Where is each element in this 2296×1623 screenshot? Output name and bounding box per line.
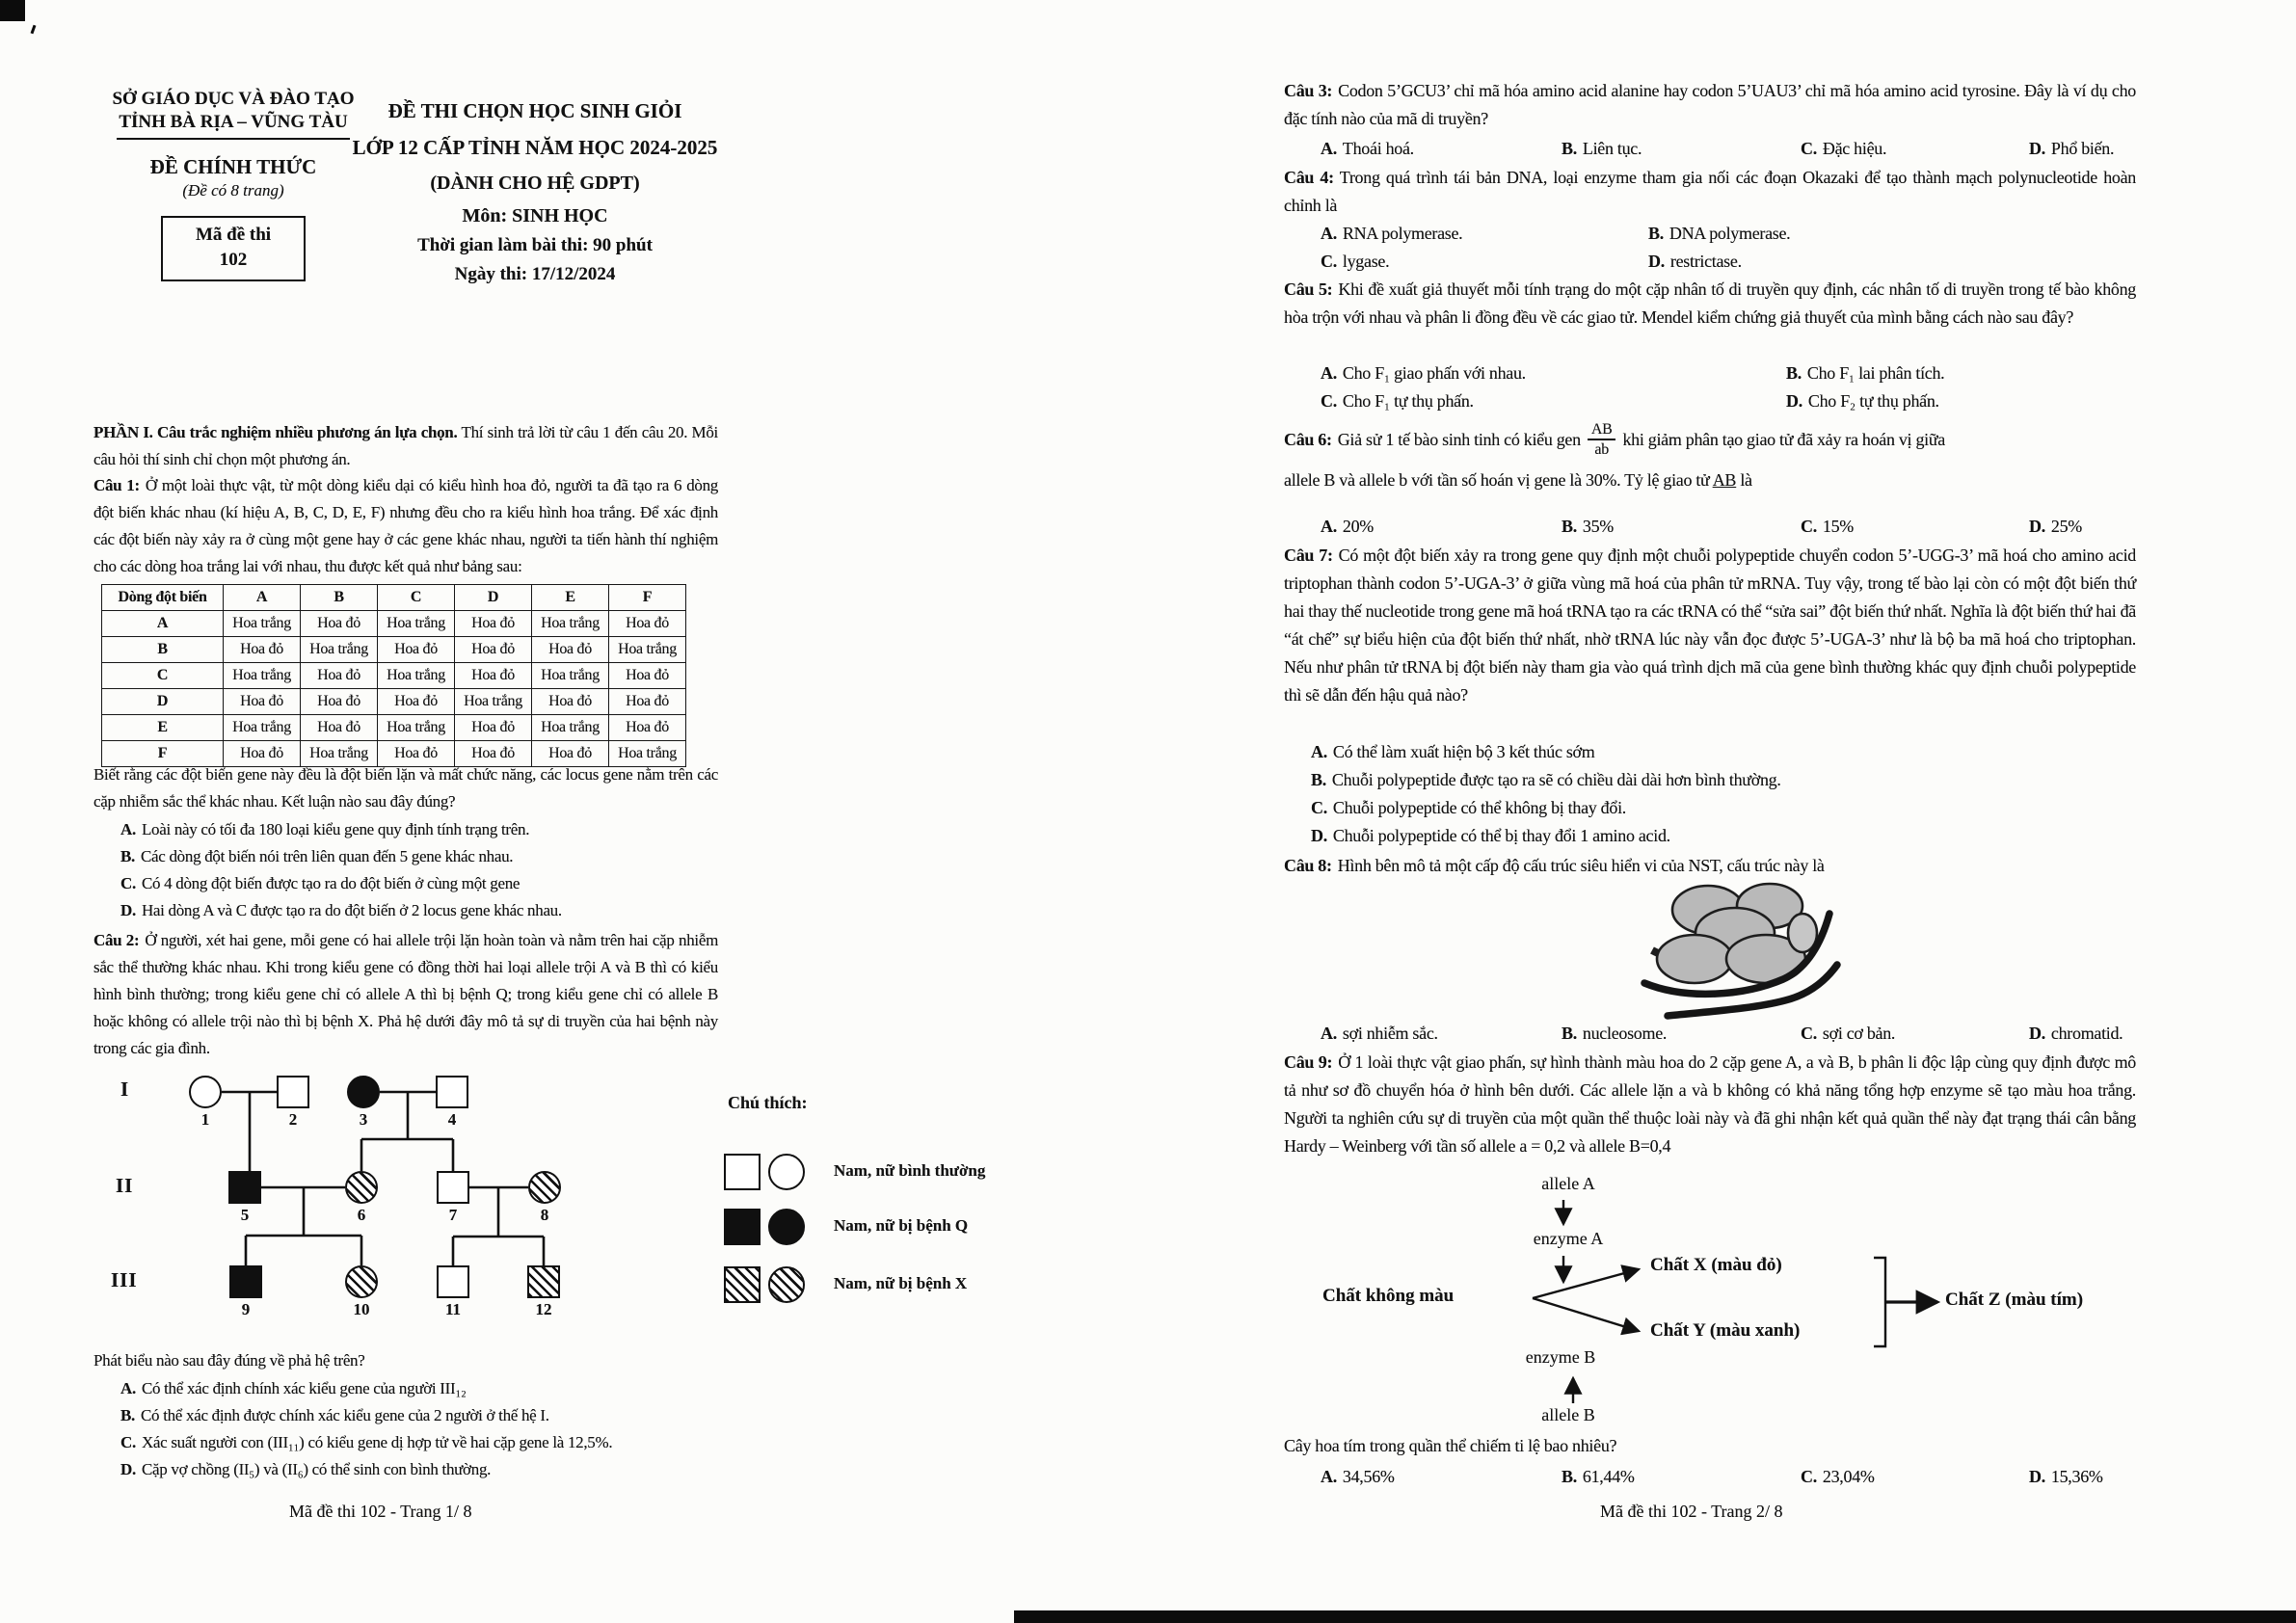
cell: Hoa đỏ bbox=[224, 689, 301, 715]
q4-options-row2 bbox=[1284, 248, 2173, 276]
q1-note bbox=[93, 761, 718, 815]
row-header: A bbox=[102, 611, 224, 637]
col-header: A bbox=[224, 585, 301, 611]
individual-number: 12 bbox=[535, 1300, 552, 1318]
option-d bbox=[2029, 1020, 2136, 1048]
option-letter: D. bbox=[1786, 391, 1802, 411]
cell: Hoa đỏ bbox=[455, 715, 532, 741]
q1-cross-table bbox=[101, 584, 686, 767]
cell: Hoa trắng bbox=[532, 715, 609, 741]
q7-options bbox=[1311, 738, 2163, 850]
option-text: Phổ biến. bbox=[2050, 139, 2115, 158]
option-letter: C. bbox=[1801, 139, 1817, 158]
option-letter: B. bbox=[1786, 363, 1802, 383]
pedigree-male-diseaseX bbox=[527, 1265, 560, 1298]
cell: Hoa đỏ bbox=[378, 689, 455, 715]
q6-line2-underlined: AB bbox=[1712, 470, 1737, 490]
q5-options-row2 bbox=[1284, 387, 2173, 415]
q6-label: Câu 6: bbox=[1284, 429, 1332, 449]
option-letter: C. bbox=[120, 1433, 136, 1451]
q6-text-post: khi giảm phân tạo giao tử đã xảy ra hoán vị giữa bbox=[1622, 429, 1945, 449]
option-d bbox=[120, 897, 745, 924]
option-text: Có thể xác định được chính xác kiểu gene của 2 người ở thế hệ I. bbox=[141, 1406, 549, 1424]
nucleosome-illustration bbox=[1639, 869, 1841, 1022]
individual-number: 7 bbox=[448, 1206, 458, 1224]
individual-number: 1 bbox=[200, 1110, 210, 1129]
exam-pages-note: (Đề có 8 trang) bbox=[182, 181, 284, 200]
generation-label-2: II bbox=[116, 1174, 134, 1197]
q9-options-row bbox=[1284, 1463, 2136, 1491]
legend-diseaseX-label: Nam, nữ bị bệnh X bbox=[834, 1274, 968, 1292]
option-letter: C. bbox=[1801, 517, 1817, 536]
part1-heading-bold: PHẦN I. Câu trắc nghiệm nhiều phương án lựa chọn. bbox=[93, 423, 458, 441]
allele-b-label: allele B bbox=[1541, 1405, 1595, 1424]
enzyme-a-label: enzyme A bbox=[1533, 1229, 1604, 1248]
option-c bbox=[1801, 1463, 2029, 1491]
option-a bbox=[1321, 220, 1648, 248]
option-d bbox=[1648, 248, 1742, 276]
table-row bbox=[102, 689, 686, 715]
option-letter: D. bbox=[2029, 139, 2045, 158]
cell: Hoa trắng bbox=[224, 611, 301, 637]
q9-paragraph bbox=[1284, 1049, 2136, 1160]
legend-normal-label: Nam, nữ bình thường bbox=[834, 1161, 986, 1180]
cell: Hoa trắng bbox=[224, 715, 301, 741]
substance-z-label: Chất Z (màu tím) bbox=[1945, 1290, 2084, 1310]
exam-title-line2: LỚP 12 CẤP TỈNH NĂM HỌC 2024-2025 bbox=[352, 136, 718, 159]
pedigree-female-normal bbox=[189, 1076, 222, 1108]
q8-options-row bbox=[1284, 1020, 2136, 1048]
q4-paragraph bbox=[1284, 164, 2136, 220]
q7-paragraph bbox=[1284, 542, 2136, 709]
q2-options bbox=[120, 1375, 745, 1483]
option-text: Có thể xác định chính xác kiểu gene của người III₁₂ bbox=[141, 1379, 467, 1397]
exam-title-line3: (DÀNH CHO HỆ GDPT) bbox=[430, 173, 640, 194]
q1-paragraph bbox=[93, 472, 718, 580]
option-b bbox=[120, 843, 745, 870]
q6-line1 bbox=[1284, 414, 2136, 465]
col-header: E bbox=[532, 585, 609, 611]
option-text: Cho F₁ lai phân tích. bbox=[1806, 363, 1945, 383]
exam-code-value: 102 bbox=[219, 250, 248, 270]
option-text: 25% bbox=[2050, 517, 2083, 536]
cell: Hoa đỏ bbox=[609, 689, 686, 715]
option-text: Hai dòng A và C được tạo ra do đột biến ở 2 locus gene khác nhau. bbox=[141, 901, 562, 919]
q8-text: Hình bên mô tả một cấp độ cấu trúc siêu hiển vi của NST, cấu trúc này là bbox=[1337, 856, 1825, 875]
issuer-line2: TỈNH BÀ RỊA – VŨNG TÀU bbox=[117, 112, 349, 140]
col-header: D bbox=[455, 585, 532, 611]
option-text: DNA polymerase. bbox=[1669, 224, 1791, 243]
option-text: Thoái hoá. bbox=[1342, 139, 1414, 158]
option-b bbox=[1562, 1463, 1801, 1491]
option-text: Chuỗi polypeptide có thể bị thay đổi 1 amino acid. bbox=[1332, 826, 1670, 845]
q2-question-text: Phát biểu nào sau đây đúng về phả hệ trên? bbox=[93, 1351, 365, 1370]
q5-paragraph bbox=[1284, 276, 2136, 332]
option-letter: B. bbox=[1311, 770, 1326, 789]
option-d bbox=[1786, 387, 1939, 415]
option-letter: B. bbox=[1562, 139, 1577, 158]
cell: Hoa trắng bbox=[532, 663, 609, 689]
cell: Hoa đỏ bbox=[609, 663, 686, 689]
pedigree-male-diseaseQ bbox=[228, 1171, 261, 1204]
cell: Hoa trắng bbox=[532, 611, 609, 637]
option-text: Chuỗi polypeptide được tạo ra sẽ có chiều dài dài hơn bình thường. bbox=[1331, 770, 1781, 789]
cell: Hoa đỏ bbox=[301, 715, 378, 741]
option-letter: D. bbox=[2029, 517, 2045, 536]
option-c bbox=[1801, 135, 2029, 163]
option-letter: B. bbox=[1562, 1467, 1577, 1486]
option-text: Xác suất người con (III₁₁) có kiểu gene dị hợp tử về hai cặp gene là 12,5%. bbox=[141, 1433, 613, 1451]
legend-female-normal-icon bbox=[768, 1154, 805, 1190]
table-row bbox=[102, 715, 686, 741]
cell: Hoa đỏ bbox=[532, 637, 609, 663]
option-letter: A. bbox=[1311, 742, 1327, 761]
pedigree-male-normal bbox=[437, 1171, 469, 1204]
fraction-numerator: AB bbox=[1588, 421, 1616, 440]
cell: Hoa trắng bbox=[301, 741, 378, 767]
option-letter: B. bbox=[1562, 517, 1577, 536]
option-d bbox=[2029, 1463, 2136, 1491]
flower-color-pathway-diagram bbox=[1284, 1174, 2151, 1430]
fraction-denominator: ab bbox=[1594, 441, 1609, 458]
option-letter: C. bbox=[1801, 1024, 1817, 1043]
cell: Hoa trắng bbox=[301, 637, 378, 663]
option-text: Loài này có tối đa 180 loại kiểu gene quy định tính trạng trên. bbox=[141, 820, 530, 838]
row-header: B bbox=[102, 637, 224, 663]
q3-paragraph bbox=[1284, 77, 2136, 133]
cell: Hoa trắng bbox=[378, 715, 455, 741]
issuer-line1: SỞ GIÁO DỤC VÀ ĐÀO TẠO bbox=[112, 89, 355, 109]
q6-line2-post: là bbox=[1736, 470, 1752, 490]
option-text: 61,44% bbox=[1582, 1467, 1635, 1486]
cell: Hoa trắng bbox=[609, 637, 686, 663]
option-letter: B. bbox=[120, 847, 135, 865]
cell: Hoa đỏ bbox=[301, 663, 378, 689]
option-a bbox=[1321, 359, 1786, 387]
exam-date: Ngày thi: 17/12/2024 bbox=[454, 264, 616, 284]
pedigree-chart bbox=[92, 1070, 1065, 1349]
option-a bbox=[120, 1375, 745, 1402]
legend-diseaseQ-label: Nam, nữ bị bệnh Q bbox=[834, 1216, 969, 1235]
option-a bbox=[120, 816, 745, 843]
option-text: sợi nhiễm sắc. bbox=[1342, 1024, 1438, 1043]
q3-label: Câu 3: bbox=[1284, 81, 1333, 100]
q4-options-row1 bbox=[1284, 220, 2173, 248]
option-text: 20% bbox=[1342, 517, 1375, 536]
individual-number: 9 bbox=[241, 1300, 251, 1318]
option-text: nucleosome. bbox=[1582, 1024, 1668, 1043]
q2-question bbox=[93, 1347, 718, 1374]
cell: Hoa đỏ bbox=[301, 689, 378, 715]
option-letter: A. bbox=[120, 1379, 136, 1397]
option-text: lygase. bbox=[1342, 252, 1390, 271]
legend-male-normal-icon bbox=[724, 1154, 761, 1190]
option-letter: C. bbox=[1321, 252, 1337, 271]
pedigree-female-diseaseX bbox=[528, 1171, 561, 1204]
cell: Hoa đỏ bbox=[532, 741, 609, 767]
option-text: 23,04% bbox=[1822, 1467, 1875, 1486]
option-letter: D. bbox=[2029, 1467, 2045, 1486]
option-letter: D. bbox=[2029, 1024, 2045, 1043]
option-b bbox=[1562, 513, 1801, 541]
cell: Hoa đỏ bbox=[378, 637, 455, 663]
individual-number: 4 bbox=[447, 1110, 457, 1129]
individual-number: 8 bbox=[540, 1206, 549, 1224]
q4-label: Câu 4: bbox=[1284, 168, 1334, 187]
cell: Hoa đỏ bbox=[224, 741, 301, 767]
cell: Hoa đỏ bbox=[455, 741, 532, 767]
option-text: chromatid. bbox=[2050, 1024, 2123, 1043]
option-text: Các dòng đột biến nói trên liên quan đến 5 gene khác nhau. bbox=[141, 847, 514, 865]
legend-female-diseaseQ-icon bbox=[768, 1209, 805, 1245]
substance-x-label: Chất X (màu đỏ) bbox=[1650, 1255, 1782, 1275]
option-text: Có thể làm xuất hiện bộ 3 kết thúc sớm bbox=[1332, 742, 1595, 761]
option-text: Liên tục. bbox=[1582, 139, 1642, 158]
q6-line2-pre: allele B và allele b với tần số hoán vị gene là 30%. Tỷ lệ giao tử bbox=[1284, 470, 1713, 490]
cell: Hoa đỏ bbox=[609, 715, 686, 741]
option-letter: A. bbox=[120, 820, 136, 838]
option-d bbox=[1311, 822, 2163, 850]
allele-a-label: allele A bbox=[1541, 1174, 1595, 1193]
q9-text: Ở 1 loài thực vật giao phấn, sự hình thành màu hoa do 2 cặp gene A, a và B, b phân li độc lập cùng quy định được mô tả như sơ đồ chuyển hóa ở hình bên dưới. Các allele lặn a và b không có khả năng tổng hợp enzyme sẽ tạo màu hoa trắng. Người ta nghiên cứu sự di truyền của một quần thể thuộc loài này và đã ghi nhận kết quả quần thể này đạt trạng thái cân bằng Hardy – Weinberg với tần số allele a = 0,2 và allele B=0,4 bbox=[1284, 1052, 2136, 1156]
option-b bbox=[1648, 220, 1790, 248]
option-text: 34,56% bbox=[1342, 1467, 1395, 1486]
col-header: Dòng đột biến bbox=[102, 585, 224, 611]
option-text: 15,36% bbox=[2050, 1467, 2103, 1486]
individual-number: 3 bbox=[359, 1110, 368, 1129]
cell: Hoa đỏ bbox=[455, 611, 532, 637]
cell: Hoa đỏ bbox=[532, 689, 609, 715]
option-letter: A. bbox=[1321, 517, 1337, 536]
pedigree-male-normal bbox=[437, 1265, 469, 1298]
legend-male-diseaseX-icon bbox=[724, 1266, 761, 1303]
option-text: restrictase. bbox=[1669, 252, 1742, 271]
q5-label: Câu 5: bbox=[1284, 279, 1333, 299]
exam-status: ĐỀ CHÍNH THỨC bbox=[149, 155, 317, 178]
row-header: F bbox=[102, 741, 224, 767]
option-b bbox=[1786, 359, 1944, 387]
option-letter: D. bbox=[120, 1460, 136, 1478]
q2-text: Ở người, xét hai gene, mỗi gene có hai allele trội lặn hoàn toàn và nằm trên hai cặp nhiễm sắc thể thường khác nhau. Khi trong kiểu gene có đồng thời hai loại allele trội A và B thì có kiểu hình bình thường; trong kiểu gene chỉ có allele A thì bị bệnh Q; trong kiểu gene chỉ có allele B hoặc không có allele trội nào thì bị bệnh X. Phả hệ dưới đây mô tả sự di truyền của hai bệnh này trong các gia đình. bbox=[93, 931, 718, 1057]
option-b bbox=[1562, 1020, 1801, 1048]
q2-label: Câu 2: bbox=[93, 931, 140, 949]
colorless-substrate-label: Chất không màu bbox=[1322, 1286, 1455, 1306]
option-letter: B. bbox=[1648, 224, 1664, 243]
individual-number: 2 bbox=[288, 1110, 298, 1129]
option-letter: A. bbox=[1321, 224, 1337, 243]
option-c bbox=[120, 1429, 745, 1456]
option-text: Cho F₁ tự thụ phấn. bbox=[1342, 391, 1474, 411]
option-letter: A. bbox=[1321, 1467, 1337, 1486]
option-c bbox=[1311, 794, 2163, 822]
legend-female-diseaseX-icon bbox=[768, 1266, 805, 1303]
option-letter: C. bbox=[1321, 391, 1337, 411]
option-a bbox=[1321, 513, 1562, 541]
q7-label: Câu 7: bbox=[1284, 545, 1333, 565]
option-a bbox=[1321, 135, 1562, 163]
option-c bbox=[120, 870, 745, 897]
option-text: Cho F₂ tự thụ phấn. bbox=[1807, 391, 1939, 411]
q5-options-row1 bbox=[1284, 359, 2173, 387]
option-text: sợi cơ bản. bbox=[1822, 1024, 1896, 1043]
scan-corner-artifact bbox=[0, 0, 25, 21]
option-text: Có 4 dòng đột biến được tạo ra do đột biến ở cùng một gene bbox=[141, 874, 521, 892]
col-header: C bbox=[378, 585, 455, 611]
option-letter: C. bbox=[1801, 1467, 1817, 1486]
genotype-fraction bbox=[1588, 421, 1616, 459]
q8-label: Câu 8: bbox=[1284, 856, 1332, 875]
cell: Hoa đỏ bbox=[455, 663, 532, 689]
pedigree-male-normal bbox=[436, 1076, 468, 1108]
q7-text: Có một đột biến xảy ra trong gene quy định một chuỗi polypeptide chuyển codon 5’-UGG-3’ mã hoá cho amino acid triptophan thành codon 5’-UGA-3’ ở giữa vùng mã hoá của phân tử mRNA. Tuy vậy, trong tế bào lại còn có một đột biến thứ hai thay thế nucleotide trong gene mã hoá tRNA tạo ra các tRNA có thể “sửa sai” đột biến thứ nhất. Nghĩa là đột biến thứ hai đã “át chế” sự biểu hiện của đột biến thứ nhất, nhờ tRNA lúc này vẫn đọc được 5’-UGA-3’ như là bộ ba mã hoá cho triptophan. Nếu như phân tử tRNA bị đột biến này tham gia vào quá trình dịch mã của gene bình thường khác quy định chuỗi polypeptide thì sẽ dẫn đến hậu quả nào? bbox=[1284, 545, 2136, 705]
row-header: E bbox=[102, 715, 224, 741]
cell: Hoa đỏ bbox=[224, 637, 301, 663]
exam-code-box bbox=[161, 216, 306, 281]
q9-question bbox=[1284, 1432, 2136, 1460]
substance-y-label: Chất Y (màu xanh) bbox=[1650, 1320, 1801, 1341]
scan-bottom-bar-artifact bbox=[1014, 1610, 2296, 1623]
row-header: D bbox=[102, 689, 224, 715]
row-header: C bbox=[102, 663, 224, 689]
q1-label: Câu 1: bbox=[93, 476, 140, 494]
option-letter: C. bbox=[120, 874, 136, 892]
exam-duration: Thời gian làm bài thi: 90 phút bbox=[417, 235, 653, 255]
exam-subject: Môn: SINH HỌC bbox=[462, 205, 608, 226]
option-d bbox=[2029, 135, 2136, 163]
option-text: Cặp vợ chồng (II₅) và (II₆) có thể sinh con bình thường. bbox=[141, 1460, 492, 1478]
option-a bbox=[1311, 738, 2163, 766]
part1-heading bbox=[93, 419, 718, 473]
option-d bbox=[120, 1456, 745, 1483]
cell: Hoa trắng bbox=[378, 611, 455, 637]
cell: Hoa trắng bbox=[378, 663, 455, 689]
individual-number: 11 bbox=[444, 1300, 462, 1318]
page1-footer: Mã đề thi 102 - Trang 1/ 8 bbox=[289, 1502, 472, 1521]
q6-text-pre: Giả sử 1 tế bào sinh tinh có kiểu gen bbox=[1337, 429, 1581, 449]
q3-text: Codon 5’GCU3’ chỉ mã hóa amino acid alanine hay codon 5’UAU3’ chỉ mã hóa amino acid tyrosine. Đây là ví dụ cho đặc tính nào của mã di truyền? bbox=[1284, 81, 2136, 128]
cell: Hoa trắng bbox=[224, 663, 301, 689]
q4-text: Trong quá trình tái bản DNA, loại enzyme tham gia nối các đoạn Okazaki để tạo thành mạch polynucleotide hoàn chỉnh là bbox=[1284, 168, 2136, 215]
option-c bbox=[1801, 513, 2029, 541]
q9-label: Câu 9: bbox=[1284, 1052, 1333, 1072]
scan-speck-artifact bbox=[31, 25, 37, 34]
generation-label-1: I bbox=[120, 1078, 130, 1101]
option-c bbox=[1321, 248, 1648, 276]
option-letter: A. bbox=[1321, 139, 1337, 158]
cell: Hoa trắng bbox=[609, 741, 686, 767]
option-b bbox=[120, 1402, 745, 1429]
option-c bbox=[1801, 1020, 2029, 1048]
page1-title-block bbox=[342, 99, 728, 285]
pedigree-female-diseaseX bbox=[345, 1265, 378, 1298]
option-text: 15% bbox=[1822, 517, 1855, 536]
pedigree-male-normal bbox=[277, 1076, 309, 1108]
option-a bbox=[1321, 1463, 1562, 1491]
table-header-row bbox=[102, 585, 686, 611]
option-b bbox=[1562, 135, 1801, 163]
option-a bbox=[1321, 1020, 1562, 1048]
option-text: 35% bbox=[1582, 517, 1615, 536]
option-letter: B. bbox=[120, 1406, 135, 1424]
option-letter: C. bbox=[1311, 798, 1327, 817]
exam-title-line1: ĐỀ THI CHỌN HỌC SINH GIỎI bbox=[387, 99, 682, 122]
legend-male-diseaseQ-icon bbox=[724, 1209, 761, 1245]
cell: Hoa đỏ bbox=[455, 637, 532, 663]
cell: Hoa đỏ bbox=[301, 611, 378, 637]
option-text: Đặc hiệu. bbox=[1822, 139, 1887, 158]
col-header: B bbox=[301, 585, 378, 611]
option-letter: D. bbox=[1311, 826, 1327, 845]
page1-issuer-block bbox=[89, 89, 378, 281]
q6-options-row bbox=[1284, 513, 2136, 541]
option-letter: A. bbox=[1321, 363, 1337, 383]
pedigree-male-diseaseQ bbox=[229, 1265, 262, 1298]
table-row bbox=[102, 637, 686, 663]
option-letter: D. bbox=[1648, 252, 1665, 271]
option-text: RNA polymerase. bbox=[1342, 224, 1463, 243]
individual-number: 10 bbox=[353, 1300, 370, 1318]
col-header: F bbox=[609, 585, 686, 611]
q5-text: Khi đề xuất giả thuyết mỗi tính trạng do một cặp nhân tố di truyền quy định, các nhân tố di truyền trong tế bào không hòa trộn với nhau và phân li đồng đều về các giao tử. Mendel kiểm chứng giả thuyết của mình bằng cách nào sau đây? bbox=[1284, 279, 2136, 327]
cell: Hoa đỏ bbox=[378, 741, 455, 767]
exam-code-label: Mã đề thi bbox=[195, 225, 272, 245]
individual-number: 6 bbox=[357, 1206, 366, 1224]
pedigree-female-diseaseX bbox=[345, 1171, 378, 1204]
option-text: Chuỗi polypeptide có thể không bị thay đổi. bbox=[1332, 798, 1626, 817]
part1-heading-rest: Thí sinh trả lời từ câu 1 đến câu 20. Mỗi câu hỏi thí sinh chỉ chọn một phương án. bbox=[93, 423, 718, 468]
q1-options bbox=[120, 816, 745, 924]
option-text: Cho F₁ giao phấn với nhau. bbox=[1342, 363, 1526, 383]
q1-text: Ở một loài thực vật, từ một dòng kiểu dại có kiểu hình hoa đỏ, người ta đã tạo ra 6 dòng đột biến khác nhau (kí hiệu A, B, C, D, E, F) nhưng đều cho ra kiểu hình hoa trắng. Để xác định các đột biến này xảy ra ở cùng một gene hay ở các gene khác nhau, người ta tiến hành thí nghiệm cho các dòng hoa trắng lai với nhau, thu được kết quả như bảng sau: bbox=[93, 476, 718, 575]
q2-paragraph bbox=[93, 927, 718, 1062]
q9-question-text: Cây hoa tím trong quần thể chiếm ti lệ bao nhiêu? bbox=[1284, 1436, 1617, 1455]
option-c bbox=[1321, 387, 1786, 415]
page2-footer: Mã đề thi 102 - Trang 2/ 8 bbox=[1600, 1502, 1783, 1521]
individual-number: 5 bbox=[240, 1206, 250, 1224]
table-row bbox=[102, 611, 686, 637]
q1-note-text: Biết rằng các đột biến gene này đều là đột biến lặn và mất chức năng, các locus gene nằm trên các cặp nhiễm sắc thể khác nhau. Kết luận nào sau đây đúng? bbox=[93, 765, 718, 811]
q3-options-row bbox=[1284, 135, 2136, 163]
table-row bbox=[102, 663, 686, 689]
option-d bbox=[2029, 513, 2136, 541]
q6-line2 bbox=[1284, 466, 2136, 494]
option-letter: A. bbox=[1321, 1024, 1337, 1043]
option-b bbox=[1311, 766, 2163, 794]
option-letter: D. bbox=[120, 901, 136, 919]
option-letter: B. bbox=[1562, 1024, 1577, 1043]
pedigree-female-diseaseQ bbox=[347, 1076, 380, 1108]
legend-title: Chú thích: bbox=[728, 1093, 808, 1112]
generation-label-3: III bbox=[111, 1268, 138, 1291]
cell: Hoa đỏ bbox=[609, 611, 686, 637]
cell: Hoa trắng bbox=[455, 689, 532, 715]
enzyme-b-label: enzyme B bbox=[1525, 1347, 1596, 1367]
